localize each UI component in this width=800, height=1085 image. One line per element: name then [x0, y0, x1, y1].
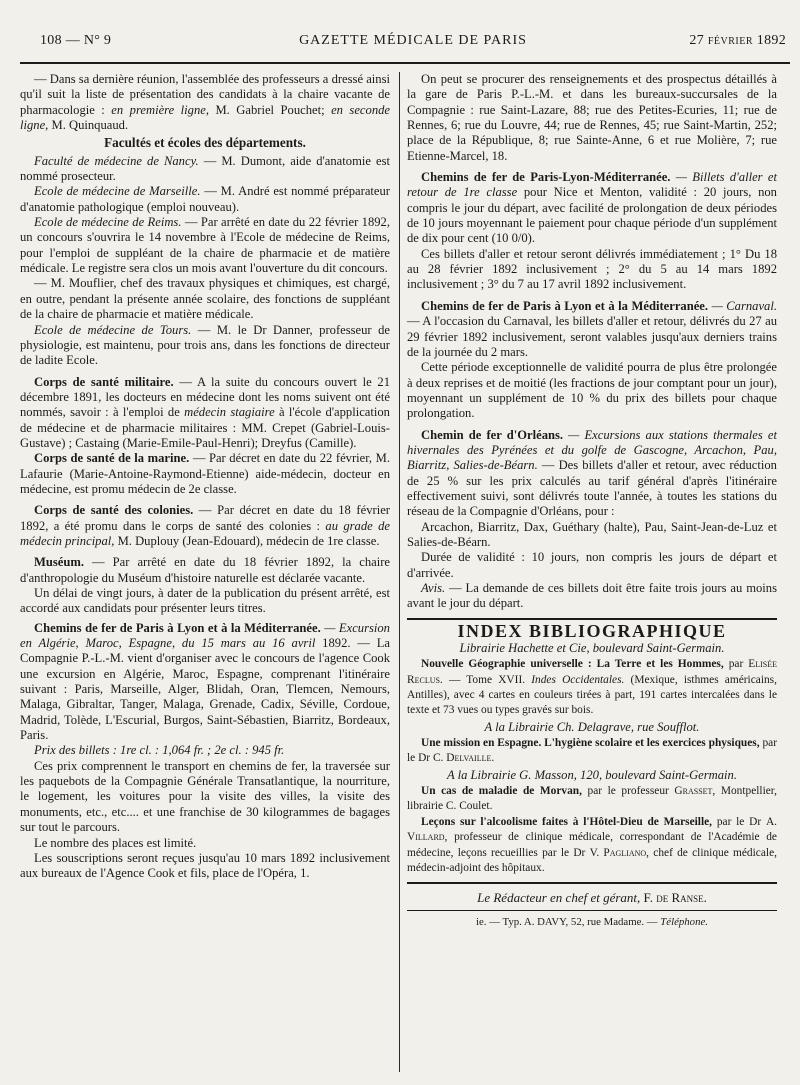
index-bibliographique-title: INDEX BIBLIOGRAPHIQUE	[457, 620, 727, 641]
renseignements-paragraph: On peut se procurer des renseignements et des prospectus détaillés à la gare de Paris P.-L.-M. et dans les bureaux-succursales de la Compagnie : rue Saint-Lazare, 88; rue des Petites-Ecuries, 11; rue de Rennes, 6; rue du Louvre, 44; rue de Rennes, 45; rue Saint-Martin, 252; place de la République, 8; rue Sainte-Anne, 6 et rue Molière, 7; rue Etienne-Marcel, 18.	[407, 72, 777, 163]
librairie-masson: A la Librairie G. Masson, 120, boulevard Saint-Germain.	[446, 767, 737, 782]
museum-paragraph: Muséum. — Par arrêté en date du 18 février 1892, la chaire d'anthropologie du Muséum d'histoire naturelle est déclarée vacante.	[20, 555, 390, 585]
places-paragraph: Le nombre des places est limité.	[34, 835, 197, 850]
souscriptions-paragraph: Les souscriptions seront reçues jusqu'au 10 mars 1892 inclusivement aux bureaux de l'Agence Cook et fils, place de l'Opéra, 1.	[20, 850, 390, 881]
section-heading-facultes: Facultés et écoles des départements.	[104, 135, 306, 151]
column-divider	[399, 72, 400, 1072]
librairie-delagrave: A la Librairie Ch. Delagrave, rue Soufflot.	[484, 719, 700, 734]
issue-number: — N° 9	[65, 33, 112, 48]
plm-excursion-paragraph: Chemins de fer de Paris à Lyon et à la Méditerranée. — Excursion en Algérie, Maroc, Espagne, du 15 mars au 16 avril 1892. — La Compagnie P.-L.-M. vient d'organiser avec le concours de l'agence Cook une excursion en Algérie, Maroc, Espagne, comprenant l'itinéraire suivant : Paris, Marseille, Alger, Blidah, Oran, Tlemcen, Nemours, Malaga, Gibraltar, Tanger, Malaga, Grenade, Cadix, Séville, Cordoue, Madrid, Tolède, L'Escurial, Burgos, Saint-Sébastien, Biarritz, Bordeaux, Paris.	[20, 620, 391, 743]
faculty-assembly-paragraph: — Dans sa dernière réunion, l'assemblée des professeurs a dressé ainsi qu'il suit la liste de présentation des candidats à la chaire vacante de pharmacologie : en première ligne, M. Gabriel Pouchet; en seconde ligne, M. Quinquaud.	[20, 72, 390, 133]
librairie-hachette: Librairie Hachette et Cie, boulevard Saint-Germain.	[459, 641, 725, 656]
orleans-duree: Durée de validité : 10 jours, non compris les jours de départ et d'arrivée.	[407, 550, 777, 580]
prix-billets: Prix des billets : 1re cl. : 1,064 fr. ; 2e cl. : 945 fr.	[34, 743, 285, 758]
orleans-paragraph: Chemin de fer d'Orléans. — Excursions aux stations thermales et hivernales des Pyrénées et du golfe de Gascogne, Arcachon, Pau, Biarritz, Salies-de-Béarn. — Des billets d'aller et retour, avec réduction de 25 % sur les prix calculés au tarif général d'après l'itinéraire effectivement suivi, sont délivrés toute l'année, à toutes les stations du réseau de la Compagnie d'Orléans, pour :	[407, 427, 777, 519]
book-morvan: Un cas de maladie de Morvan, par le professeur Grasset, Montpellier, librairie C. Coulet.	[407, 785, 777, 813]
avis-paragraph: Avis. — La demande de ces billets doit être faite trois jours au moins avant le jour du départ.	[407, 581, 777, 611]
prix-paragraph: Ces prix comprennent le transport en chemins de fer, la traversée sur les paquebots de la Compagnie Générale Transatlantique, la nourriture, le logement, les voitures pour la visite des villes, la visite des monuments, etc., etc.... et une franchise de 30 kilogrammes de bagages sur tout le parcours.	[20, 758, 390, 835]
book-geographie: Nouvelle Géographie universelle : La Terre et les Hommes, par Elisée Reclus. — Tome XVII. Indes Occidentales. (Mexique, isthmes américains, Antilles), avec 4 cartes en couleurs tirées à part, 191 cartes intercalées dans le texte et 73 vues ou types gravés sur bois.	[407, 658, 777, 717]
printer-imprint: ie. — Typ. A. DAVY, 52, rue Madame. — Téléphone.	[476, 915, 708, 928]
tours-paragraph: Ecole de médecine de Tours. — M. le Dr Danner, professeur de physiologie, est maintenu, pour trois ans, dans les fonctions de directeur de ladite Ecole.	[20, 322, 390, 368]
sante-colonies-paragraph: Corps de santé des colonies. — Par décret en date du 18 février 1892, a été promu dans le corps de santé des colonies : au grade de médecin principal, M. Duplouy (Jean-Edouard), médecin de 1re classe.	[20, 503, 390, 548]
page-header	[40, 33, 786, 57]
delai-paragraph: Un délai de vingt jours, à dater de la publication du présent arrêté, est accordé aux candidats pour présenter leurs titres.	[20, 586, 390, 616]
book-alcoolisme: Leçons sur l'alcoolisme faites à l'Hôtel-Dieu de Marseille, par le Dr A. Villard, professeur de clinique médicale, correspondant de l'Académie de médecine, leçons recueillies par le Dr V. Pagliano, chef de clinique médicale, médecin-adjoint des hôpitaux.	[407, 815, 778, 874]
reims-paragraph: Ecole de médecine de Reims. — Par arrêté en date du 22 février 1892, un concours s'ouvrira le 14 novembre à l'Ecole de médecine de Reims, pour l'emploi de suppléant de la chaire de pharmacie et de matière médicale. Le registre sera clos un mois avant l'ouverture du dit concours.	[20, 215, 390, 276]
journal-title: GAZETTE MÉDICALE DE PARIS	[299, 33, 527, 48]
book-mission-espagne: Une mission en Espagne. L'hygiène scolaire et les exercices physiques, par le Dr C. Delvaille.	[407, 737, 777, 765]
header-rule	[20, 62, 790, 64]
plm-carnaval-paragraph: Chemins de fer de Paris à Lyon et à la Méditerranée. — Carnaval. — A l'occasion du Carnaval, les billets d'aller et retour, délivrés du 27 au 29 février 1892 inclusivement, seront valables jusqu'aux derniers trains de la journée du 2 mars.	[407, 298, 777, 359]
editor-signature: Le Rédacteur en chef et gérant, F. de Ranse.	[477, 890, 707, 906]
imprint-rule	[407, 910, 777, 911]
signature-rule	[407, 882, 777, 884]
index-rule-top	[407, 618, 777, 620]
sante-marine-paragraph: Corps de santé de la marine. — Par décret en date du 22 février, M. Lafaurie (Marie-Antoine-Raymond-Etienne) aide-médecin, docteur en médecine, est promu médecin de 2e classe.	[20, 451, 390, 496]
orleans-stations: Arcachon, Biarritz, Dax, Guéthary (halte), Pau, Saint-Jean-de-Luz et Salies-de-Béarn.	[407, 519, 777, 549]
plm-carnaval-period: Cette période exceptionnelle de validité pourra de plus être prolongée à deux reprises et de moitié (les fractions de jour comptant pour un jour), moyennant un supplément de 10 % du prix des billets pour chaque prolongation.	[407, 360, 777, 421]
sante-militaire-paragraph: Corps de santé militaire. — A la suite du concours ouvert le 21 décembre 1891, les docteurs en médecine dont les noms suivent ont été nommés, savoir : à l'emploi de médecin stagiaire à l'école d'application de médecine et de pharmacie militaires : MM. Crepet (Gabriel-Louis-Gustave) ; Castaing (Marie-Emile-Paul-Henri); Dreyfus (Camille).	[20, 374, 390, 450]
marseille-paragraph: Ecole de médecine de Marseille. — M. André est nommé préparateur d'anatomie pathologique (emploi nouveau).	[20, 184, 390, 214]
right-column	[407, 72, 777, 930]
plm-nice-paragraph: Chemins de fer de Paris-Lyon-Méditerranée. — Billets d'aller et retour de 1re classe pour Nice et Menton, validité : 20 jours, non compris le jour du départ, avec facilité de prolongation de deux périodes de 10 jours moyennant le paiement pour chaque période d'un supplément de dix pour cent (10 0/0).	[407, 170, 777, 246]
nancy-paragraph: Faculté de médecine de Nancy. — M. Dumont, aide d'anatomie est nommé prosecteur.	[20, 153, 390, 184]
plm-nice-dates: Ces billets d'aller et retour seront délivrés immédiatement ; 1° Du 18 au 28 février 1892 inclusivement ; 2° du 5 au 14 mars 1892 inclusivement ; 3° du 7 au 17 avril 1892 inclusivement.	[407, 246, 777, 292]
left-column	[20, 72, 390, 882]
page-number: 108 — N° 9	[40, 33, 112, 48]
mouflier-paragraph: — M. Mouflier, chef des travaux physiques et chimiques, est chargé, en outre, pendant la présente année scolaire, des fonctions de suppléant de la chaire de pharmacie et matière médicale.	[20, 276, 390, 322]
issue-date: 27 FÉVRIER 1892	[689, 33, 786, 48]
